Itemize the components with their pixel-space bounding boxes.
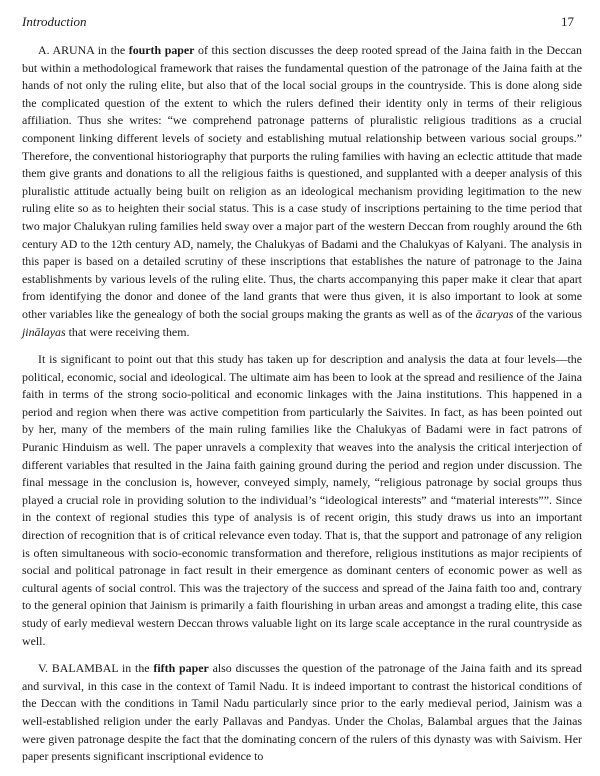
paragraph-text: also discusses the question of the patronage of the Jaina faith and its spread and survival, in this case in the context of Tamil Nadu. It is indeed important to contrast the historical conditions of the Deccan with the conditions in Tamil Nadu particularly since prior to the early medieval period, Jainism was a well-established religion under the early Pallavas and Pandyas. Under the Cholas, Balambal argues that the Jainas were given patronage despite the fact that the dominating concern of the rulers of this dynasty was with Saivism. Her paper presents significant inscriptional evidence to: [22, 661, 582, 764]
paper-ordinal-bold: fifth paper: [153, 661, 209, 676]
paragraph-aruna: [22, 42, 582, 341]
paragraph-text: that were receiving them.: [65, 324, 190, 339]
paragraph-text: of the various: [513, 306, 583, 321]
paragraph-lead: A. ARUNA in the: [38, 43, 129, 57]
paragraph-lead: V. BALAMBAL in the: [38, 661, 154, 676]
page-number: 17: [561, 14, 574, 29]
page: [22, 14, 582, 776]
paper-ordinal-bold: fourth paper: [128, 43, 195, 57]
running-head-title: Introduction: [22, 14, 87, 29]
italic-term: jinālayas: [22, 324, 66, 339]
paragraph-text: of this section discusses the deep rooted spread of the Jaina faith in the Deccan but within a methodological framework that raises the fundamental question of the patronage of the Jaina faith at the hands of not only the ruling elite, but also that of the local social groups in the countryside. This is done along side the complicated question of the extent to which the rulers defined their identity only in terms of their religious affiliation. Thus she writes: “we comprehend patronage patterns of pluralistic religious traditions as a crucial component linking different levels of society and establishing mutual relationship between various social groups.” Therefore, the conventional historiography that purports the ruling families with having an eclectic attitude that made them give grants and donations to all the religious faiths is questioned, and supplanted with a deeper analysis of this pluralistic attitude actually being built on religion as an ideological mechanism providing legitimation to the new ruling elite so as to heighten their social status. This is a case study of inscriptions pertaining to the time period that two major Chalukyan ruling families held sway over a major part of the western Deccan from roughly around the 6th century AD to the 12th century AD, namely, the Chalukyas of Badami and the Chalukyas of Kalyani. The analysis in this paper is based on a detailed scrutiny of these inscriptions that establishes the nature of patronage to the Jaina establishments by various levels of the ruling elite. Thus, the charts accompanying this paper make it clear that apart from identifying the donor and donee of the land grants that were thus given, it is also important to look at some other variables like the genealogy of both the social groups making the grants as well as of the: [22, 43, 582, 321]
paragraph-significance: It is significant to point out that this study has taken up for description and analysis the data at four levels—the political, economic, social and ideological. The ultimate aim has been to look at the spread and resilience of the Jaina faith in terms of the strong socio-political and economic linkages with the Jaina institutions. This happened in a period and region when there was active competition from particularly the Saivites. In fact, as has been pointed out by her, many of the members of the main ruling families like the Chalukyas of Badami were in fact patrons of Puranic Hinduism as well. The paper unravels a complexity that weaves into the analysis the critical interjection of different variables that resulted in the Jaina faith gaining ground during the period and region under discussion. The final message in the conclusion is, however, conveyed simply, namely, “religious patronage by social groups thus played a crucial role in providing solution to the individual’s “ideological interests” and “material interests””. Since in the context of regional studies this type of analysis is of recent origin, this study draws us into an important direction of recognition that is of critical relevance even today. That is, that the support and patronage of any religion is often simultaneous with socio-economic transformation and therefore, religious institutions as major recipients of social and political patronage in fact result in their emergence as dominant centers of economic power as well as cultural agents of social control. This was the trajectory of the success and spread of the Jaina faith too and, contrary to the general opinion that Jainism is primarily a faith flourishing in urban areas and amongst a trading elite, this case study of early medieval western Deccan throws valuable light on its large scale acceptance in the rural countryside as well.: [22, 352, 582, 648]
running-head: [22, 14, 582, 30]
italic-term: ācaryas: [475, 306, 514, 321]
paragraph-balambal: [22, 660, 582, 766]
